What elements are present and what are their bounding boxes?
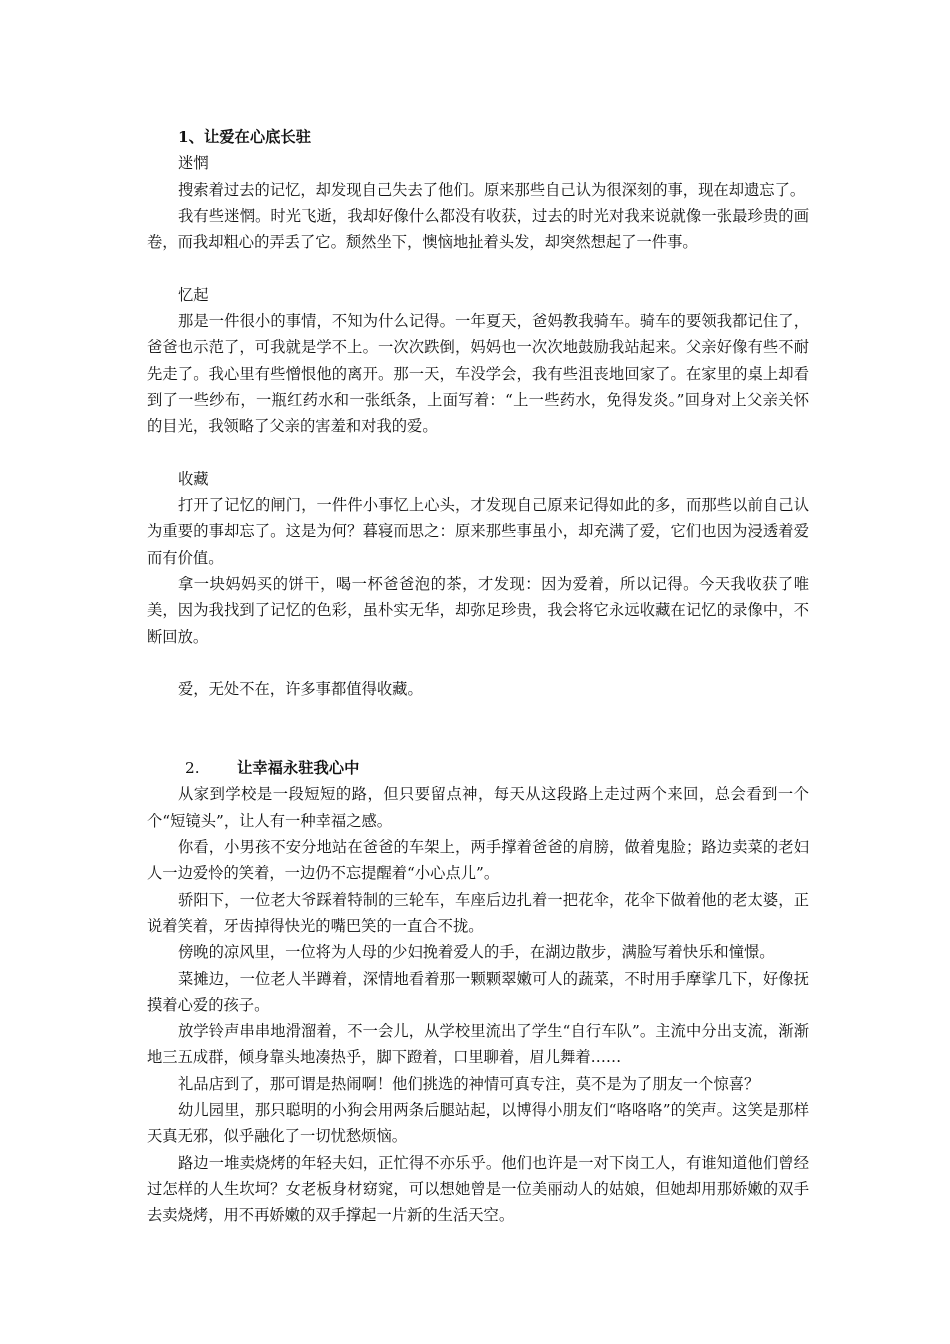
paragraph: 骄阳下，一位老大爷踩着特制的三轮车，车座后边扎着一把花伞，花伞下做着他的老太婆，正说着笑着，牙齿掉得快光的嘴巴笑的一直合不拢。 — [147, 890, 809, 935]
document-page — [147, 124, 809, 1228]
spacer — [147, 440, 809, 466]
paragraph: 礼品店到了，那可谓是热闹啊！他们挑选的神情可真专注，莫不是为了朋友一个惊喜？ — [178, 1074, 760, 1093]
spacer — [147, 650, 809, 676]
essay1-closing: 爱，无处不在，许多事都值得收藏。 — [178, 680, 423, 699]
section-heading-yi-qi: 忆起 — [178, 285, 209, 304]
essay1-title: 1、让爱在心底长驻 — [178, 128, 312, 146]
paragraph: 那是一件很小的事情，不知为什么记得。一年夏天，爸妈教我骑车。骑车的要领我都记住了，爸爸也示范了，可我就是学不上。一次次跌倒，妈妈也一次次地鼓励我站起来。父亲好像有些不耐先走了。我心里有些憎恨他的离开。那一天，车没学会，我有些沮丧地回家了。在家里的桌上却看到了一些纱布，一瓶红药水和一张纸条，上面写着：“上一些药水，免得发炎。”回身对上父亲关怀的目光，我领略了父亲的害羞和对我的爱。 — [147, 312, 809, 436]
paragraph: 打开了记忆的闸门，一件件小事忆上心头，才发现自己原来记得如此的多，而那些以前自己认为重要的事却忘了。这是为何？暮寝而思之：原来那些事虽小，却充满了爱，它们也因为浸透着爱而有价值。 — [147, 496, 809, 567]
spacer — [147, 255, 809, 281]
essay2-title-text: 让幸福永驻我心中 — [237, 759, 360, 778]
paragraph: 拿一块妈妈买的饼干，喝一杯爸爸泡的茶，才发现：因为爱着，所以记得。今天我收获了唯美，因为我找到了记忆的色彩，虽朴实无华，却弥足珍贵，我会将它永远收藏在记忆的录像中，不断回放。 — [147, 575, 809, 646]
paragraph: 我有些迷惘。时光飞逝，我却好像什么都没有收获，过去的时光对我来说就像一张最珍贵的画卷，而我却粗心的弄丢了它。颓然坐下，懊恼地扯着头发，却突然想起了一件事。 — [147, 206, 809, 252]
essay2-number: 2. — [185, 759, 200, 778]
paragraph: 傍晚的凉风里，一位将为人母的少妇挽着爱人的手，在湖边散步，满脸写着快乐和憧憬。 — [178, 943, 775, 962]
paragraph: 你看，小男孩不安分地站在爸爸的车架上，两手撑着爸爸的肩膀，做着鬼脸；路边卖菜的老妇人一边爱怜的笑着，一边仍不忘提醒着“小心点儿”。 — [147, 838, 809, 883]
paragraph: 路边一堆卖烧烤的年轻夫妇，正忙得不亦乐乎。他们也许是一对下岗工人，有谁知道他们曾经过怎样的人生坎坷？女老板身材窈窕，可以想她曾是一位美丽动人的姑娘，但她却用那娇嫩的双手去卖烧烤，用不再娇嫩的双手撑起一片新的生活天空。 — [147, 1153, 809, 1225]
paragraph: 搜索着过去的记忆，却发现自己失去了他们。原来那些自己认为很深刻的事，现在却遗忘了。 — [178, 180, 806, 199]
spacer — [147, 703, 809, 756]
section-heading-mi-wang: 迷惘 — [178, 154, 209, 173]
paragraph: 菜摊边，一位老人半蹲着，深情地看着那一颗颗翠嫩可人的蔬菜，不时用手摩挲几下，好像抚摸着心爱的孩子。 — [147, 969, 809, 1014]
paragraph: 放学铃声串串地滑溜着，不一会儿，从学校里流出了学生“自行车队”。主流中分出支流，渐渐地三五成群，倾身靠头地凑热乎，脚下蹬着，口里聊着，眉儿舞着…… — [147, 1022, 809, 1067]
section-heading-shou-cang: 收藏 — [178, 469, 209, 488]
paragraph: 幼儿园里，那只聪明的小狗会用两条后腿站起，以博得小朋友们“咯咯咯”的笑声。这笑是那样天真无邪，似乎融化了一切忧愁烦恼。 — [147, 1100, 809, 1146]
paragraph: 从家到学校是一段短短的路，但只要留点神，每天从这段路上走过两个来回，总会看到一个个“短镜头”，让人有一种幸福之感。 — [147, 785, 809, 830]
essay2-title — [147, 755, 809, 781]
